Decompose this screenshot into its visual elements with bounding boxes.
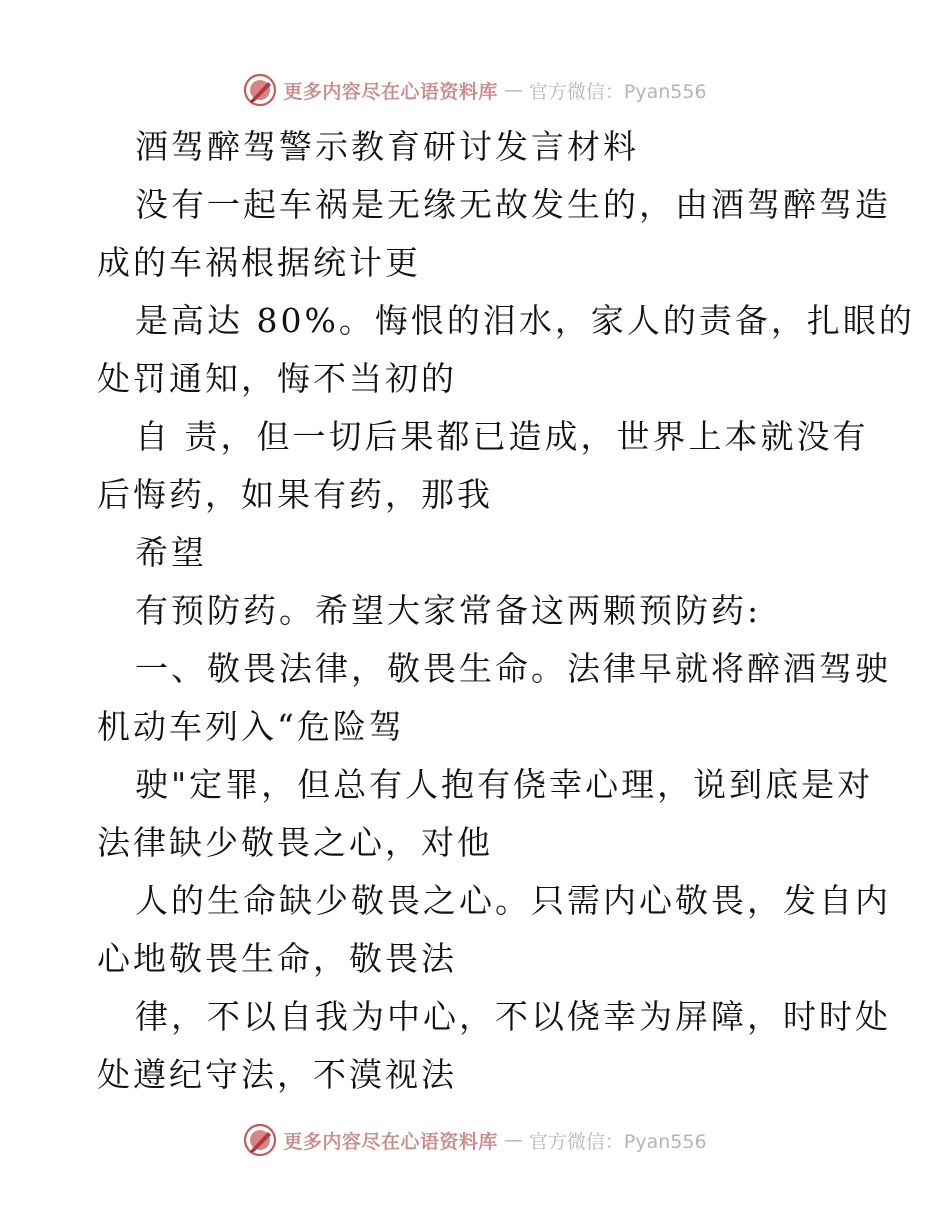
text-line: 处遵纪守法，不漠视法 bbox=[97, 1055, 457, 1094]
document-body bbox=[97, 118, 915, 1104]
text-line: 心地敬畏生命，敬畏法 bbox=[97, 939, 457, 978]
text-line: 处罚通知，悔不当初的 bbox=[97, 359, 457, 398]
pen-logo-icon bbox=[243, 73, 277, 107]
footer-watermark bbox=[0, 1120, 950, 1160]
watermark-text: 更多内容尽在心语资料库 bbox=[283, 80, 498, 103]
text-line: 法律缺少敬畏之心，对他 bbox=[97, 823, 493, 862]
text-line: 希望 bbox=[135, 533, 207, 572]
watermark-text: 更多内容尽在心语资料库 bbox=[283, 1130, 498, 1153]
text-line: 人的生命缺少敬畏之心。只需内心敬畏，发自内 bbox=[135, 881, 891, 920]
text-line: 有预防药。希望大家常备这两颗预防药: bbox=[135, 591, 762, 630]
text-line: 没有一起车祸是无缘无故发生的，由酒驾醉驾造 bbox=[135, 185, 891, 224]
watermark-wechat: 官方微信：Pyan556 bbox=[528, 1130, 707, 1153]
text-line: 是高达 80%。悔恨的泪水，家人的责备，扎眼的 bbox=[135, 301, 915, 340]
watermark-separator: — bbox=[503, 1129, 523, 1151]
pen-logo-icon bbox=[243, 1123, 277, 1157]
text-line: 律，不以自我为中心，不以侥幸为屏障，时时处 bbox=[135, 997, 891, 1036]
header-watermark bbox=[0, 70, 950, 110]
watermark-separator: — bbox=[503, 79, 523, 101]
watermark-wechat: 官方微信：Pyan556 bbox=[528, 80, 707, 103]
text-line: 机动车列入“危险驾 bbox=[97, 707, 405, 746]
text-line: 后悔药，如果有药，那我 bbox=[97, 475, 493, 514]
text-line: 一、敬畏法律，敬畏生命。法律早就将醉酒驾驶 bbox=[135, 649, 891, 688]
document-title: 酒驾醉驾警示教育研讨发言材料 bbox=[135, 127, 639, 166]
text-line: 驶"定罪，但总有人抱有侥幸心理，说到底是对 bbox=[135, 765, 874, 804]
text-line: 自 责，但一切后果都已造成，世界上本就没有 bbox=[135, 417, 869, 456]
text-line: 成的车祸根据统计更 bbox=[97, 243, 421, 282]
paragraph-lines bbox=[97, 176, 915, 1104]
